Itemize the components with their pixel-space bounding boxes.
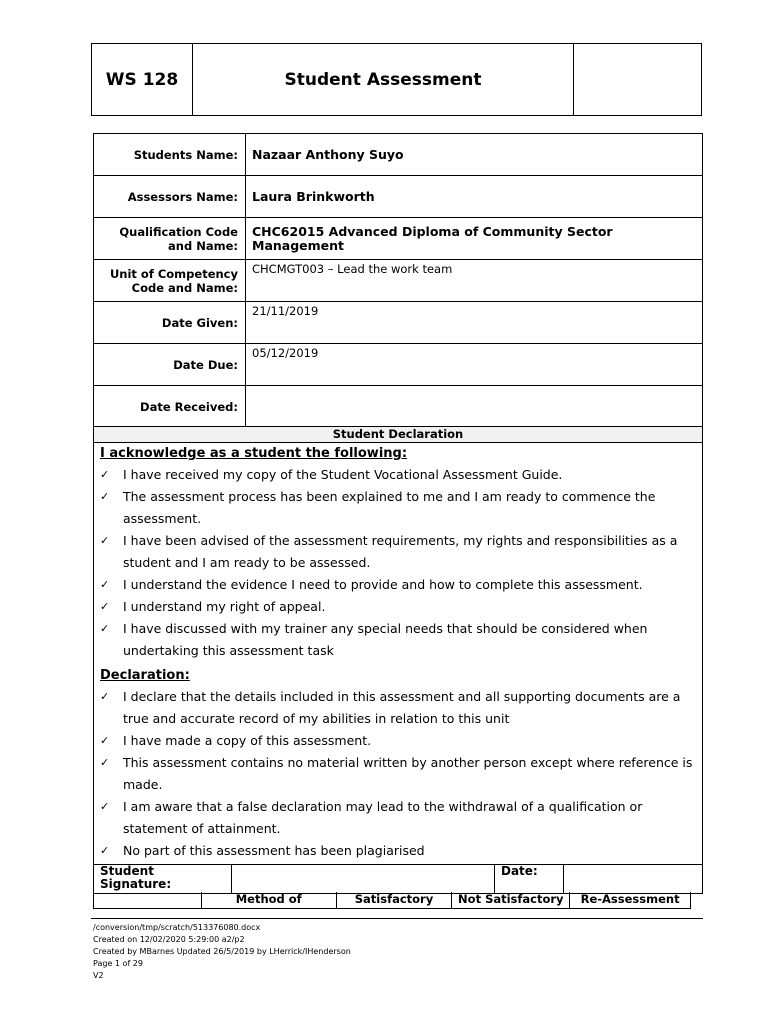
list-item xyxy=(100,686,696,730)
page-footer xyxy=(93,922,351,982)
list-item xyxy=(100,464,696,486)
date-received-field[interactable] xyxy=(246,386,703,428)
header-blank-cell xyxy=(574,44,701,115)
re-assessment-header: Re-Assessment xyxy=(570,892,691,909)
student-declaration-box xyxy=(93,426,703,865)
check-icon: ✓ xyxy=(100,468,110,481)
list-item xyxy=(100,752,696,796)
table-row xyxy=(94,302,703,344)
declaration-body xyxy=(94,443,702,862)
signature-table xyxy=(93,864,703,894)
list-item-text: I declare that the details included in this assessment and all supporting documents are a true and accurate record of my abilities in relation to this unit xyxy=(123,689,681,726)
declaration-heading: Declaration: xyxy=(100,668,190,683)
student-signature-field[interactable] xyxy=(232,865,495,894)
check-icon: ✓ xyxy=(100,800,110,813)
list-item-text: I am aware that a false declaration may lead to the withdrawal of a qualification or statement of attainment. xyxy=(123,799,643,836)
assessors-name-label: Assessors Name: xyxy=(94,176,246,218)
declaration-list xyxy=(100,686,696,862)
method-of-header: Method of xyxy=(202,892,337,909)
list-item xyxy=(100,486,696,530)
page-title: Student Assessment xyxy=(193,44,574,115)
list-item xyxy=(100,840,696,862)
students-name-field[interactable]: Nazaar Anthony Suyo xyxy=(246,134,703,176)
table-row xyxy=(94,344,703,386)
assessors-name-field[interactable]: Laura Brinkworth xyxy=(246,176,703,218)
method-row-blank-cell xyxy=(94,892,202,909)
header-box xyxy=(91,43,702,116)
table-row xyxy=(94,386,703,428)
table-row xyxy=(94,176,703,218)
table-row xyxy=(94,218,703,260)
list-item-text: I have made a copy of this assessment. xyxy=(123,733,372,748)
list-item-text: I understand the evidence I need to provide and how to complete this assessment. xyxy=(123,577,643,592)
footer-divider xyxy=(91,918,703,919)
student-signature-label: Student Signature: xyxy=(94,865,232,894)
table-row xyxy=(94,260,703,302)
list-item-text: I have received my copy of the Student Vocational Assessment Guide. xyxy=(123,467,563,482)
list-item xyxy=(100,796,696,840)
check-icon: ✓ xyxy=(100,690,110,703)
list-item-text: I have been advised of the assessment requirements, my rights and responsibilities as a student and I am ready to be assessed. xyxy=(123,533,678,570)
date-due-field[interactable]: 05/12/2019 xyxy=(246,344,703,386)
list-item xyxy=(100,574,696,596)
footer-file-path: /conversion/tmp/scratch/513376080.docx xyxy=(93,923,261,932)
students-name-label: Students Name: xyxy=(94,134,246,176)
unit-of-competency-field[interactable]: CHCMGT003 – Lead the work team xyxy=(246,260,703,302)
date-label: Date: xyxy=(495,865,564,894)
table-row xyxy=(94,134,703,176)
check-icon: ✓ xyxy=(100,622,110,635)
declaration-title: Student Declaration xyxy=(94,427,702,443)
list-item xyxy=(100,618,696,662)
list-item-text: The assessment process has been explained to me and I am ready to commence the assessment. xyxy=(123,489,656,526)
date-due-label: Date Due: xyxy=(94,344,246,386)
acknowledge-list xyxy=(100,464,696,662)
date-given-field[interactable]: 21/11/2019 xyxy=(246,302,703,344)
qualification-field[interactable]: CHC62015 Advanced Diploma of Community Sector Management xyxy=(246,218,703,260)
footer-created-by: Created by MBarnes Updated 26/5/2019 by LHerrick/IHenderson xyxy=(93,947,351,956)
date-given-label: Date Given: xyxy=(94,302,246,344)
list-item xyxy=(100,730,696,752)
list-item xyxy=(100,530,696,574)
check-icon: ✓ xyxy=(100,534,110,547)
qualification-label: Qualification Code and Name: xyxy=(94,218,246,260)
list-item-text: This assessment contains no material written by another person except where reference is made. xyxy=(123,755,693,792)
acknowledge-heading: I acknowledge as a student the following: xyxy=(100,446,408,461)
date-received-label: Date Received: xyxy=(94,386,246,428)
signature-date-field[interactable] xyxy=(564,865,703,894)
worksheet-code: WS 128 xyxy=(92,44,193,115)
footer-version: V2 xyxy=(93,971,104,980)
check-icon: ✓ xyxy=(100,756,110,769)
list-item-text: I understand my right of appeal. xyxy=(123,599,326,614)
check-icon: ✓ xyxy=(100,578,110,591)
list-item-text: I have discussed with my trainer any special needs that should be considered when undertaking this assessment task xyxy=(123,621,648,658)
list-item xyxy=(100,596,696,618)
footer-page-number: Page 1 of 29 xyxy=(93,959,143,968)
method-row xyxy=(93,892,691,909)
check-icon: ✓ xyxy=(100,600,110,613)
check-icon: ✓ xyxy=(100,734,110,747)
unit-of-competency-label: Unit of Competency Code and Name: xyxy=(94,260,246,302)
check-icon: ✓ xyxy=(100,490,110,503)
footer-created-on: Created on 12/02/2020 5:29:00 a2/p2 xyxy=(93,935,245,944)
list-item-text: No part of this assessment has been plagiarised xyxy=(123,843,425,858)
student-details-table xyxy=(93,133,703,428)
check-icon: ✓ xyxy=(100,844,110,857)
satisfactory-header: Satisfactory xyxy=(337,892,453,909)
not-satisfactory-header: Not Satisfactory xyxy=(452,892,570,909)
table-row xyxy=(94,865,703,894)
